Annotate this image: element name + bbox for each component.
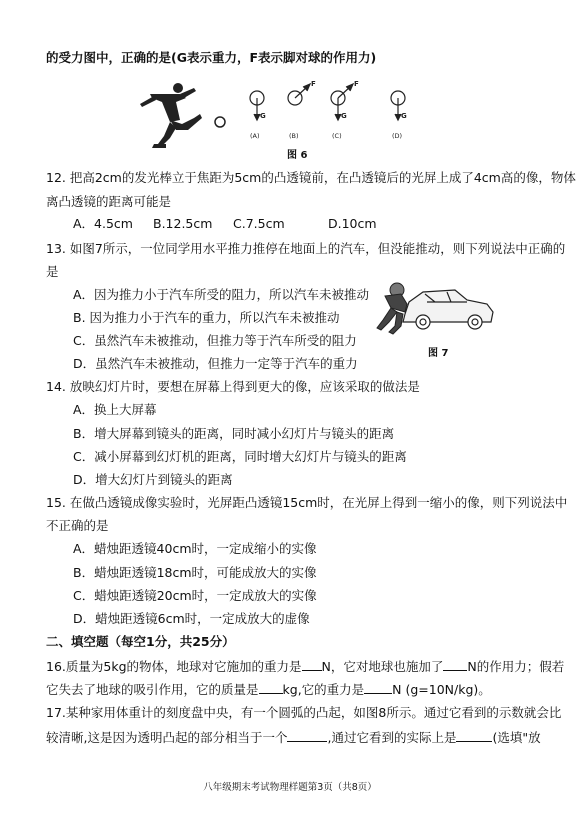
q17-text-2b: ,通过它看到的实际上是 <box>327 730 457 745</box>
figure-6 <box>140 80 430 162</box>
q17-line2 <box>46 729 541 746</box>
q17-line1: 17.某种家用体重计的刻度盘中央，有一个圆弧的凸起，如图8所示。通过它看到的示数就会比 <box>46 705 562 720</box>
car-wheel-rear <box>468 315 482 329</box>
q14-stem: 14. 放映幻灯片时，要想在屏幕上得到更大的像，应该采取的做法是 <box>46 379 420 394</box>
force-f-label-c: F <box>354 80 359 88</box>
q16-text-1b: N，它对地球也施加了 <box>321 659 444 674</box>
q16-text-2b: kg,它的重力是 <box>282 682 365 697</box>
q16-text-1c: N的作用力；假若 <box>467 659 565 674</box>
q12-option-d: D.10cm <box>328 216 377 231</box>
soccer-player-illustration <box>140 83 202 148</box>
q16-text-2a: 它失去了地球的吸引作用，它的质量是 <box>46 682 259 697</box>
q13-option-b: B. 因为推力小于汽车的重力，所以汽车未被推动 <box>73 310 340 325</box>
q13-option-a: A．因为推力小于汽车所受的阻力，所以汽车未被推动 <box>73 287 370 302</box>
force-diagram-b <box>288 84 310 105</box>
fig6-option-a: (A) <box>250 132 260 140</box>
q16-blank-3[interactable] <box>259 681 283 694</box>
car-wheel-front <box>416 315 430 329</box>
q12-option-a: A．4.5cm <box>73 216 133 231</box>
q13-option-c: C．虽然汽车未被推动，但推力等于汽车所受的阻力 <box>73 333 357 348</box>
q15-option-a: A．蜡烛距透镜40cm时，一定成缩小的实像 <box>73 541 317 556</box>
q12-stem-line1: 12. 把高2cm的发光棒立于焦距为5cm的凸透镜前，在凸透镜后的光屏上成了4cm高的像，物体 <box>46 170 576 185</box>
q16-text-1a: 16.质量为5kg的物体，地球对它施加的重力是 <box>46 659 302 674</box>
q13-stem-line2: 是 <box>46 264 59 279</box>
q17-text-2c: (选填"放 <box>492 730 541 745</box>
q13-stem-line1: 13. 如图7所示，一位同学用水平推力推停在地面上的汽车，但没能推动，则下列说法中正确的 <box>46 241 566 256</box>
q13-option-d: D．虽然汽车未被推动，但推力一定等于汽车的重力 <box>73 356 358 371</box>
q16-blank-4[interactable] <box>364 681 392 694</box>
page-footer: 八年级期末考试物理样题第3页（共8页） <box>203 782 377 793</box>
figure-7 <box>375 278 505 338</box>
q16-blank-1[interactable] <box>302 658 322 671</box>
q15-option-c: C．蜡烛距透镜20cm时，一定成放大的实像 <box>73 588 317 603</box>
q17-text-2a: 较清晰,这是因为透明凸起的部分相当于一个 <box>46 730 288 745</box>
figure-7-caption: 图 7 <box>428 348 449 359</box>
q15-option-b: B．蜡烛距透镜18cm时，可能成放大的实像 <box>73 565 317 580</box>
q14-option-d: D．增大幻灯片到镜头的距离 <box>73 472 233 487</box>
force-f-label-b: F <box>311 80 316 88</box>
pushing-person <box>377 283 407 334</box>
force-g-label-a: G <box>260 112 266 120</box>
q14-option-c: C．减小屏幕到幻灯机的距离，同时增大幻灯片与镜头的距离 <box>73 449 407 464</box>
q14-option-b: B．增大屏幕到镜头的距离，同时减小幻灯片与镜头的距离 <box>73 426 395 441</box>
q15-stem-line2: 不正确的是 <box>46 518 109 533</box>
figure-6-caption: 图 6 <box>287 150 308 161</box>
fig6-option-c: (C) <box>332 132 342 140</box>
q12-option-b: B.12.5cm <box>153 216 213 231</box>
q12-option-c: C.7.5cm <box>233 216 285 231</box>
q16-line1 <box>46 658 564 675</box>
q15-option-d: D．蜡烛距透镜6cm时，一定成放大的虚像 <box>73 611 310 626</box>
section-fill-in-heading: 二、填空题（每空1分，共25分） <box>46 634 235 649</box>
fig6-option-b: (B) <box>289 132 299 140</box>
q16-text-2c: N (g=10N/kg)。 <box>392 682 491 697</box>
question-11-stem-end: 的受力图中，正确的是(G表示重力，F表示脚对球的作用力) <box>46 50 377 65</box>
q16-line2 <box>46 681 491 698</box>
q15-stem-line1: 15. 在做凸透镜成像实验时，光屏距凸透镜15cm时，在光屏上得到一缩小的像，则下列说法中 <box>46 495 568 510</box>
force-g-label-c: G <box>341 112 347 120</box>
fig6-option-d: (D) <box>392 132 403 140</box>
q12-stem-line2: 离凸透镜的距离可能是 <box>46 194 172 209</box>
q14-option-a: A．换上大屏幕 <box>73 402 157 417</box>
q16-blank-2[interactable] <box>443 658 467 671</box>
q17-blank-2[interactable] <box>456 729 492 742</box>
soccer-ball <box>215 117 225 127</box>
q17-blank-1[interactable] <box>287 729 327 742</box>
force-g-label-d: G <box>401 112 407 120</box>
